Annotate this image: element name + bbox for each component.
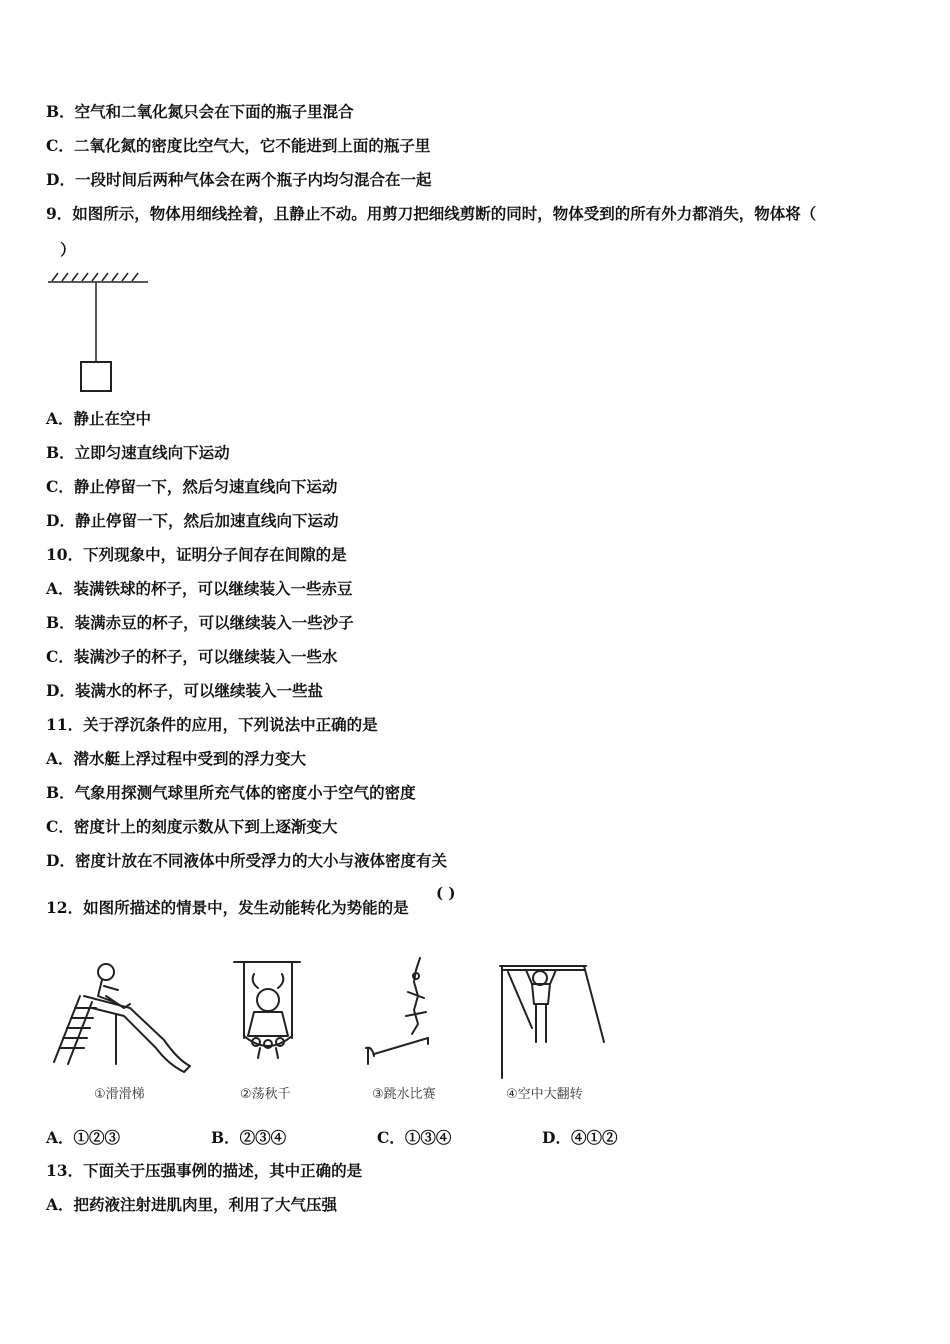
diving-figure xyxy=(366,958,428,1064)
q10-option-b: B．装满赤豆的杯子，可以继续装入一些沙子 xyxy=(46,613,354,632)
q11-stem: 11．关于浮沉条件的应用，下列说法中正确的是 xyxy=(46,715,378,734)
q9-stem: 9．如图所示，物体用细线拴着，且静止不动。用剪刀把细线剪断的同时，物体受到的所有外力都消失，物体将（ xyxy=(46,204,817,223)
q12-option-d: D．④①② xyxy=(542,1128,618,1147)
q11-option-d: D．密度计放在不同液体中所受浮力的大小与液体密度有关 xyxy=(46,851,447,870)
caption-bar: ④空中大翻转 xyxy=(506,1087,583,1102)
q11-option-a: A．潜水艇上浮过程中受到的浮力变大 xyxy=(46,749,307,768)
q12-answer-paren: ( ) xyxy=(436,884,456,902)
q13-option-a: A．把药液注射进肌肉里，利用了大气压强 xyxy=(46,1195,338,1214)
q8-option-c: C．二氧化氮的密度比空气大，它不能进到上面的瓶子里 xyxy=(46,136,431,155)
bar-figure xyxy=(500,966,604,1078)
caption-swing: ②荡秋千 xyxy=(240,1087,291,1102)
swing-figure xyxy=(234,962,300,1058)
caption-diving: ③跳水比赛 xyxy=(372,1087,436,1102)
q9-option-a: A．静止在空中 xyxy=(46,409,152,428)
hanging-block-figure xyxy=(44,268,154,398)
q9-option-c: C．静止停留一下，然后匀速直线向下运动 xyxy=(46,477,338,496)
caption-slide: ①滑滑梯 xyxy=(94,1087,145,1102)
q10-stem: 10．下列现象中，证明分子间存在间隙的是 xyxy=(46,545,347,564)
q8-option-d: D．一段时间后两种气体会在两个瓶子内均匀混合在一起 xyxy=(46,170,432,189)
q10-option-d: D．装满水的杯子，可以继续装入一些盐 xyxy=(46,681,323,700)
q13-stem: 13．下面关于压强事例的描述，其中正确的是 xyxy=(46,1161,363,1180)
q9-stem-end: ） xyxy=(60,240,76,259)
slide-figure xyxy=(54,964,190,1072)
q11-option-c: C．密度计上的刻度示数从下到上逐渐变大 xyxy=(46,817,338,836)
q8-option-b: B．空气和二氧化氮只会在下面的瓶子里混合 xyxy=(46,102,354,121)
q12-stem: 12．如图所描述的情景中，发生动能转化为势能的是 xyxy=(46,898,409,917)
q10-option-a: A．装满铁球的杯子，可以继续装入一些赤豆 xyxy=(46,579,353,598)
q12-options-row xyxy=(46,1126,686,1148)
q10-option-c: C．装满沙子的杯子，可以继续装入一些水 xyxy=(46,647,338,666)
q12-option-c: C．①③④ xyxy=(377,1128,452,1147)
q9-option-d: D．静止停留一下，然后加速直线向下运动 xyxy=(46,511,339,530)
q12-option-a: A．①②③ xyxy=(46,1128,121,1147)
q9-option-b: B．立即匀速直线向下运动 xyxy=(46,443,230,462)
q12-figures xyxy=(44,952,634,1112)
q11-option-b: B．气象用探测气球里所充气体的密度小于空气的密度 xyxy=(46,783,416,802)
q12-option-b: B．②③④ xyxy=(211,1128,287,1147)
